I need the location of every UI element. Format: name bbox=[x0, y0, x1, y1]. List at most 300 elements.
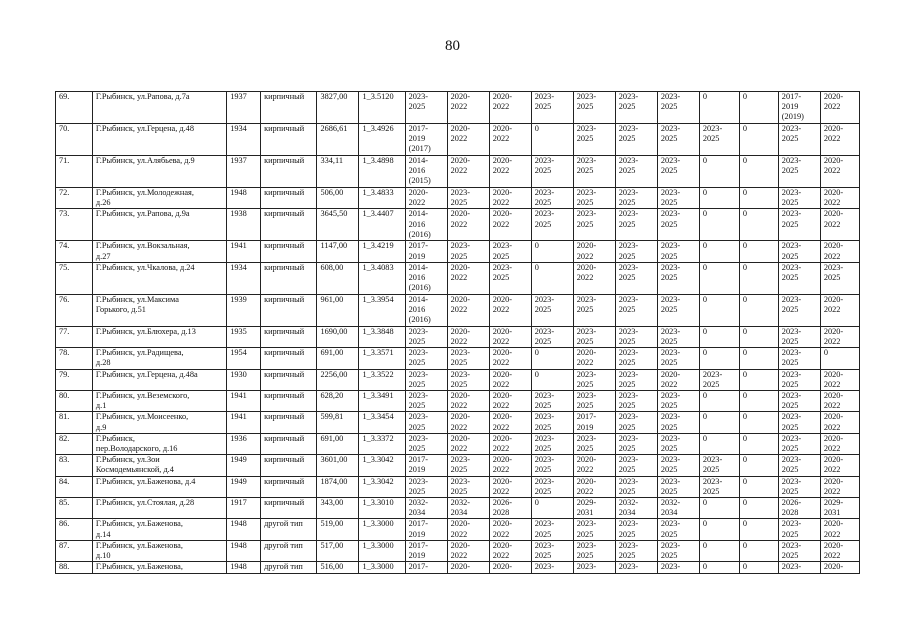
cell-work-period-3: 2026- 2028 bbox=[489, 498, 531, 519]
cell-work-period-9: 0 bbox=[739, 92, 778, 124]
cell-area: 961,00 bbox=[317, 294, 359, 326]
cell-work-period-9: 0 bbox=[739, 412, 778, 433]
cell-work-period-1: 2020- 2022 bbox=[405, 188, 447, 209]
cell-work-period-4: 2023- 2025 bbox=[531, 209, 573, 241]
cell-work-period-10: 2023- 2025 bbox=[778, 124, 820, 156]
cell-area: 2256,00 bbox=[317, 369, 359, 390]
cell-work-period-8: 2023- 2025 bbox=[699, 369, 739, 390]
cell-work-period-3: 2020- 2022 bbox=[489, 124, 531, 156]
cell-build-year: 1948 bbox=[227, 562, 261, 574]
cell-work-period-1: 2014- 2016 (2015) bbox=[405, 156, 447, 188]
cell-work-period-7: 2023- bbox=[657, 562, 699, 574]
cell-work-period-8: 2023- 2025 bbox=[699, 476, 739, 497]
cell-area: 1690,00 bbox=[317, 326, 359, 347]
cell-house-code: 1_3.3000 bbox=[359, 562, 405, 574]
table-row bbox=[56, 92, 860, 124]
cell-area: 608,00 bbox=[317, 262, 359, 294]
cell-work-period-7: 2023- 2025 bbox=[657, 519, 699, 540]
cell-wall-material: кирпичный bbox=[261, 294, 317, 326]
cell-work-period-9: 0 bbox=[739, 519, 778, 540]
cell-work-period-8: 0 bbox=[699, 241, 739, 262]
cell-work-period-6: 2023- bbox=[615, 562, 657, 574]
cell-house-code: 1_3.3848 bbox=[359, 326, 405, 347]
cell-address: Г.Рыбинск, ул.Моисеенко, д.9 bbox=[92, 412, 226, 433]
cell-work-period-9: 0 bbox=[739, 294, 778, 326]
cell-area: 691,00 bbox=[317, 433, 359, 454]
cell-work-period-5: 2023- 2025 bbox=[573, 391, 615, 412]
cell-work-period-1: 2023- 2025 bbox=[405, 412, 447, 433]
cell-area: 3827,00 bbox=[317, 92, 359, 124]
cell-row-number: 77. bbox=[56, 326, 93, 347]
cell-area: 628,20 bbox=[317, 391, 359, 412]
cell-work-period-1: 2014- 2016 (2016) bbox=[405, 262, 447, 294]
cell-row-number: 82. bbox=[56, 433, 93, 454]
cell-build-year: 1954 bbox=[227, 348, 261, 369]
cell-house-code: 1_3.4219 bbox=[359, 241, 405, 262]
cell-house-code: 1_3.3000 bbox=[359, 519, 405, 540]
cell-work-period-4: 2023- 2025 bbox=[531, 433, 573, 454]
table-row bbox=[56, 209, 860, 241]
cell-work-period-5: 2023- 2025 bbox=[573, 326, 615, 347]
cell-row-number: 76. bbox=[56, 294, 93, 326]
cell-work-period-10: 2017- 2019 (2019) bbox=[778, 92, 820, 124]
cell-address: Г.Рыбинск, ул.Молодежная, д.26 bbox=[92, 188, 226, 209]
table-row bbox=[56, 369, 860, 390]
cell-row-number: 83. bbox=[56, 455, 93, 476]
cell-work-period-9: 0 bbox=[739, 476, 778, 497]
cell-wall-material: кирпичный bbox=[261, 262, 317, 294]
cell-address: Г.Рыбинск, ул.Алябьева, д.9 bbox=[92, 156, 226, 188]
cell-work-period-6: 2023- 2025 bbox=[615, 326, 657, 347]
cell-work-period-6: 2023- 2025 bbox=[615, 156, 657, 188]
cell-work-period-7: 2023- 2025 bbox=[657, 209, 699, 241]
cell-work-period-3: 2020- 2022 bbox=[489, 455, 531, 476]
cell-build-year: 1941 bbox=[227, 241, 261, 262]
cell-work-period-8: 0 bbox=[699, 562, 739, 574]
cell-build-year: 1949 bbox=[227, 455, 261, 476]
cell-work-period-4: 2023- 2025 bbox=[531, 519, 573, 540]
cell-work-period-8: 0 bbox=[699, 498, 739, 519]
cell-build-year: 1949 bbox=[227, 476, 261, 497]
cell-work-period-11: 2020- 2022 bbox=[820, 476, 859, 497]
cell-work-period-8: 0 bbox=[699, 391, 739, 412]
cell-work-period-7: 2023- 2025 bbox=[657, 326, 699, 347]
cell-row-number: 71. bbox=[56, 156, 93, 188]
cell-work-period-1: 2017- 2019 (2017) bbox=[405, 124, 447, 156]
cell-work-period-6: 2023- 2025 bbox=[615, 92, 657, 124]
table-row bbox=[56, 241, 860, 262]
cell-work-period-9: 0 bbox=[739, 262, 778, 294]
cell-work-period-6: 2023- 2025 bbox=[615, 476, 657, 497]
cell-work-period-7: 2023- 2025 bbox=[657, 540, 699, 561]
table-row bbox=[56, 455, 860, 476]
table-row bbox=[56, 433, 860, 454]
cell-work-period-5: 2020- 2022 bbox=[573, 476, 615, 497]
cell-work-period-11: 2020- 2022 bbox=[820, 455, 859, 476]
cell-work-period-10: 2023- 2025 bbox=[778, 188, 820, 209]
cell-work-period-1: 2017- 2019 bbox=[405, 455, 447, 476]
cell-work-period-11: 2020- bbox=[820, 562, 859, 574]
cell-work-period-9: 0 bbox=[739, 540, 778, 561]
cell-work-period-9: 0 bbox=[739, 188, 778, 209]
cell-work-period-8: 0 bbox=[699, 156, 739, 188]
table-row bbox=[56, 476, 860, 497]
cell-row-number: 80. bbox=[56, 391, 93, 412]
cell-wall-material: кирпичный bbox=[261, 476, 317, 497]
cell-build-year: 1948 bbox=[227, 540, 261, 561]
table-row bbox=[56, 562, 860, 574]
cell-row-number: 78. bbox=[56, 348, 93, 369]
cell-work-period-10: 2023- 2025 bbox=[778, 391, 820, 412]
cell-work-period-8: 0 bbox=[699, 188, 739, 209]
cell-work-period-6: 2023- 2025 bbox=[615, 124, 657, 156]
cell-work-period-1: 2023- 2025 bbox=[405, 433, 447, 454]
table-row bbox=[56, 326, 860, 347]
cell-work-period-5: 2023- bbox=[573, 562, 615, 574]
cell-work-period-1: 2023- 2025 bbox=[405, 326, 447, 347]
cell-wall-material: кирпичный bbox=[261, 455, 317, 476]
cell-work-period-4: 0 bbox=[531, 369, 573, 390]
cell-work-period-2: 2020- 2022 bbox=[447, 262, 489, 294]
table-row bbox=[56, 540, 860, 561]
cell-work-period-5: 2023- 2025 bbox=[573, 519, 615, 540]
cell-work-period-1: 2014- 2016 (2016) bbox=[405, 294, 447, 326]
cell-work-period-11: 2020- 2022 bbox=[820, 433, 859, 454]
cell-row-number: 79. bbox=[56, 369, 93, 390]
cell-work-period-9: 0 bbox=[739, 455, 778, 476]
cell-work-period-5: 2023- 2025 bbox=[573, 124, 615, 156]
cell-work-period-2: 2020- 2022 bbox=[447, 124, 489, 156]
cell-work-period-3: 2020- 2022 bbox=[489, 391, 531, 412]
cell-work-period-11: 2020- 2022 bbox=[820, 519, 859, 540]
cell-work-period-4: 0 bbox=[531, 124, 573, 156]
cell-work-period-4: 2023- 2025 bbox=[531, 540, 573, 561]
cell-build-year: 1948 bbox=[227, 519, 261, 540]
cell-work-period-6: 2023- 2025 bbox=[615, 209, 657, 241]
cell-build-year: 1937 bbox=[227, 156, 261, 188]
cell-work-period-6: 2023- 2025 bbox=[615, 455, 657, 476]
cell-work-period-5: 2029- 2031 bbox=[573, 498, 615, 519]
cell-work-period-9: 0 bbox=[739, 348, 778, 369]
cell-work-period-3: 2020- 2022 bbox=[489, 412, 531, 433]
cell-row-number: 88. bbox=[56, 562, 93, 574]
cell-work-period-4: 2023- 2025 bbox=[531, 412, 573, 433]
cell-work-period-10: 2023- 2025 bbox=[778, 294, 820, 326]
cell-house-code: 1_3.4926 bbox=[359, 124, 405, 156]
cell-work-period-3: 2020- 2022 bbox=[489, 326, 531, 347]
cell-work-period-11: 0 bbox=[820, 348, 859, 369]
cell-build-year: 1938 bbox=[227, 209, 261, 241]
cell-house-code: 1_3.3571 bbox=[359, 348, 405, 369]
cell-address: Г.Рыбинск, ул.Баженова, д.14 bbox=[92, 519, 226, 540]
cell-address: Г.Рыбинск, ул.Баженова, bbox=[92, 562, 226, 574]
cell-work-period-8: 0 bbox=[699, 540, 739, 561]
table-row bbox=[56, 412, 860, 433]
cell-work-period-2: 2020- 2022 bbox=[447, 540, 489, 561]
cell-work-period-3: 2020- 2022 bbox=[489, 294, 531, 326]
cell-row-number: 70. bbox=[56, 124, 93, 156]
table-row bbox=[56, 391, 860, 412]
cell-work-period-3: 2020- 2022 bbox=[489, 92, 531, 124]
cell-work-period-7: 2023- 2025 bbox=[657, 188, 699, 209]
cell-row-number: 74. bbox=[56, 241, 93, 262]
cell-work-period-9: 0 bbox=[739, 156, 778, 188]
cell-work-period-1: 2017- 2019 bbox=[405, 241, 447, 262]
cell-work-period-9: 0 bbox=[739, 326, 778, 347]
cell-wall-material: другой тип bbox=[261, 562, 317, 574]
cell-work-period-2: 2023- 2025 bbox=[447, 241, 489, 262]
cell-work-period-6: 2023- 2025 bbox=[615, 412, 657, 433]
cell-wall-material: кирпичный bbox=[261, 498, 317, 519]
cell-work-period-2: 2023- 2025 bbox=[447, 476, 489, 497]
cell-house-code: 1_3.4407 bbox=[359, 209, 405, 241]
cell-area: 343,00 bbox=[317, 498, 359, 519]
cell-address: Г.Рыбинск, ул.Чкалова, д.24 bbox=[92, 262, 226, 294]
cell-address: Г.Рыбинск, ул.Герцена, д.48 bbox=[92, 124, 226, 156]
cell-work-period-9: 0 bbox=[739, 498, 778, 519]
cell-area: 2686,61 bbox=[317, 124, 359, 156]
cell-work-period-8: 2023- 2025 bbox=[699, 455, 739, 476]
cell-work-period-7: 2023- 2025 bbox=[657, 455, 699, 476]
table-row bbox=[56, 188, 860, 209]
cell-wall-material: кирпичный bbox=[261, 391, 317, 412]
cell-house-code: 1_3.3522 bbox=[359, 369, 405, 390]
cell-work-period-1: 2017- bbox=[405, 562, 447, 574]
cell-work-period-3: 2020- 2022 bbox=[489, 348, 531, 369]
cell-work-period-2: 2020- 2022 bbox=[447, 209, 489, 241]
cell-work-period-7: 2023- 2025 bbox=[657, 156, 699, 188]
cell-area: 599,81 bbox=[317, 412, 359, 433]
cell-work-period-5: 2023- 2025 bbox=[573, 433, 615, 454]
cell-work-period-11: 2020- 2022 bbox=[820, 540, 859, 561]
cell-work-period-4: 0 bbox=[531, 262, 573, 294]
cell-wall-material: другой тип bbox=[261, 540, 317, 561]
cell-work-period-11: 2020- 2022 bbox=[820, 188, 859, 209]
cell-work-period-5: 2023- 2025 bbox=[573, 369, 615, 390]
cell-work-period-3: 2020- 2022 bbox=[489, 209, 531, 241]
cell-work-period-7: 2023- 2025 bbox=[657, 241, 699, 262]
cell-house-code: 1_3.3954 bbox=[359, 294, 405, 326]
cell-house-code: 1_3.3010 bbox=[359, 498, 405, 519]
cell-work-period-10: 2023- 2025 bbox=[778, 209, 820, 241]
cell-work-period-1: 2017- 2019 bbox=[405, 540, 447, 561]
cell-address: Г.Рыбинск, ул.Герцена, д.48а bbox=[92, 369, 226, 390]
cell-work-period-1: 2023- 2025 bbox=[405, 476, 447, 497]
cell-row-number: 73. bbox=[56, 209, 93, 241]
cell-work-period-7: 2023- 2025 bbox=[657, 294, 699, 326]
cell-wall-material: кирпичный bbox=[261, 156, 317, 188]
cell-build-year: 1934 bbox=[227, 124, 261, 156]
cell-work-period-8: 0 bbox=[699, 92, 739, 124]
table-row bbox=[56, 294, 860, 326]
cell-work-period-4: 2023- 2025 bbox=[531, 391, 573, 412]
cell-build-year: 1930 bbox=[227, 369, 261, 390]
cell-work-period-4: 0 bbox=[531, 348, 573, 369]
cell-address: Г.Рыбинск, пер.Володарского, д.16 bbox=[92, 433, 226, 454]
cell-work-period-2: 2023- 2025 bbox=[447, 369, 489, 390]
cell-work-period-7: 2023- 2025 bbox=[657, 262, 699, 294]
cell-work-period-10: 2023- 2025 bbox=[778, 476, 820, 497]
cell-row-number: 72. bbox=[56, 188, 93, 209]
cell-work-period-3: 2020- 2022 bbox=[489, 476, 531, 497]
cell-build-year: 1934 bbox=[227, 262, 261, 294]
cell-work-period-11: 2020- 2022 bbox=[820, 92, 859, 124]
cell-work-period-6: 2023- 2025 bbox=[615, 348, 657, 369]
cell-work-period-10: 2023- 2025 bbox=[778, 348, 820, 369]
cell-work-period-9: 0 bbox=[739, 209, 778, 241]
cell-work-period-5: 2023- 2025 bbox=[573, 294, 615, 326]
cell-work-period-6: 2023- 2025 bbox=[615, 188, 657, 209]
cell-work-period-1: 2017- 2019 bbox=[405, 519, 447, 540]
cell-work-period-7: 2023- 2025 bbox=[657, 124, 699, 156]
cell-address: Г.Рыбинск, ул.Зои Космодемьянской, д.4 bbox=[92, 455, 226, 476]
cell-work-period-2: 2020- 2022 bbox=[447, 156, 489, 188]
cell-area: 517,00 bbox=[317, 540, 359, 561]
cell-work-period-2: 2020- 2022 bbox=[447, 433, 489, 454]
cell-work-period-3: 2020- 2022 bbox=[489, 519, 531, 540]
table-row bbox=[56, 124, 860, 156]
cell-build-year: 1917 bbox=[227, 498, 261, 519]
cell-work-period-11: 2020- 2022 bbox=[820, 294, 859, 326]
cell-work-period-6: 2023- 2025 bbox=[615, 391, 657, 412]
cell-house-code: 1_3.3042 bbox=[359, 476, 405, 497]
cell-work-period-2: 2020- 2022 bbox=[447, 294, 489, 326]
cell-work-period-8: 0 bbox=[699, 348, 739, 369]
cell-work-period-10: 2023- bbox=[778, 562, 820, 574]
cell-work-period-7: 2023- 2025 bbox=[657, 412, 699, 433]
cell-area: 519,00 bbox=[317, 519, 359, 540]
cell-work-period-2: 2023- 2025 bbox=[447, 348, 489, 369]
cell-address: Г.Рыбинск, ул.Баженова, д.10 bbox=[92, 540, 226, 561]
table-row bbox=[56, 156, 860, 188]
cell-work-period-3: 2020- 2022 bbox=[489, 433, 531, 454]
cell-work-period-4: 0 bbox=[531, 241, 573, 262]
cell-work-period-8: 0 bbox=[699, 326, 739, 347]
cell-work-period-1: 2032- 2034 bbox=[405, 498, 447, 519]
cell-work-period-8: 0 bbox=[699, 519, 739, 540]
cell-address: Г.Рыбинск, ул.Рапова, д.7а bbox=[92, 92, 226, 124]
cell-area: 1874,00 bbox=[317, 476, 359, 497]
cell-work-period-2: 2032- 2034 bbox=[447, 498, 489, 519]
cell-work-period-9: 0 bbox=[739, 433, 778, 454]
cell-area: 3601,00 bbox=[317, 455, 359, 476]
cell-work-period-9: 0 bbox=[739, 369, 778, 390]
cell-build-year: 1936 bbox=[227, 433, 261, 454]
cell-work-period-5: 2023- 2025 bbox=[573, 156, 615, 188]
cell-work-period-11: 2020- 2022 bbox=[820, 412, 859, 433]
cell-work-period-4: 2023- bbox=[531, 562, 573, 574]
cell-work-period-7: 2020- 2022 bbox=[657, 369, 699, 390]
cell-work-period-5: 2017- 2019 bbox=[573, 412, 615, 433]
cell-address: Г.Рыбинск, ул.Стоялая, д.28 bbox=[92, 498, 226, 519]
cell-work-period-5: 2023- 2025 bbox=[573, 540, 615, 561]
cell-work-period-11: 2020- 2022 bbox=[820, 156, 859, 188]
cell-work-period-7: 2023- 2025 bbox=[657, 391, 699, 412]
cell-work-period-7: 2023- 2025 bbox=[657, 433, 699, 454]
table-row bbox=[56, 519, 860, 540]
table-body bbox=[56, 92, 860, 574]
cell-row-number: 69. bbox=[56, 92, 93, 124]
cell-work-period-4: 2023- 2025 bbox=[531, 455, 573, 476]
table-row bbox=[56, 498, 860, 519]
cell-work-period-1: 2014- 2016 (2016) bbox=[405, 209, 447, 241]
cell-work-period-2: 2023- 2025 bbox=[447, 455, 489, 476]
cell-house-code: 1_3.4898 bbox=[359, 156, 405, 188]
cell-work-period-10: 2023- 2025 bbox=[778, 412, 820, 433]
cell-work-period-8: 0 bbox=[699, 433, 739, 454]
cell-work-period-3: 2020- 2022 bbox=[489, 188, 531, 209]
table-row bbox=[56, 348, 860, 369]
cell-wall-material: кирпичный bbox=[261, 188, 317, 209]
cell-work-period-11: 2020- 2022 bbox=[820, 369, 859, 390]
cell-work-period-8: 0 bbox=[699, 412, 739, 433]
cell-work-period-5: 2020- 2022 bbox=[573, 241, 615, 262]
cell-work-period-2: 2020- 2022 bbox=[447, 519, 489, 540]
cell-wall-material: другой тип bbox=[261, 519, 317, 540]
cell-work-period-6: 2023- 2025 bbox=[615, 369, 657, 390]
cell-address: Г.Рыбинск, ул.Вокзальная, д.27 bbox=[92, 241, 226, 262]
cell-work-period-2: 2020- 2022 bbox=[447, 391, 489, 412]
cell-work-period-8: 0 bbox=[699, 262, 739, 294]
cell-wall-material: кирпичный bbox=[261, 124, 317, 156]
cell-address: Г.Рыбинск, ул.Блюхера, д.13 bbox=[92, 326, 226, 347]
cell-work-period-10: 2023- 2025 bbox=[778, 156, 820, 188]
cell-work-period-2: 2020- bbox=[447, 562, 489, 574]
cell-wall-material: кирпичный bbox=[261, 433, 317, 454]
cell-work-period-5: 2020- 2022 bbox=[573, 262, 615, 294]
cell-work-period-6: 2023- 2025 bbox=[615, 294, 657, 326]
cell-build-year: 1941 bbox=[227, 391, 261, 412]
cell-work-period-8: 0 bbox=[699, 209, 739, 241]
cell-work-period-6: 2023- 2025 bbox=[615, 241, 657, 262]
cell-work-period-3: 2023- 2025 bbox=[489, 262, 531, 294]
cell-work-period-11: 2029- 2031 bbox=[820, 498, 859, 519]
cell-work-period-11: 2020- 2022 bbox=[820, 124, 859, 156]
cell-work-period-6: 2023- 2025 bbox=[615, 262, 657, 294]
cell-work-period-4: 2023- 2025 bbox=[531, 188, 573, 209]
cell-work-period-11: 2020- 2022 bbox=[820, 241, 859, 262]
cell-work-period-4: 0 bbox=[531, 498, 573, 519]
cell-work-period-9: 0 bbox=[739, 124, 778, 156]
cell-row-number: 81. bbox=[56, 412, 93, 433]
cell-work-period-10: 2023- 2025 bbox=[778, 540, 820, 561]
cell-work-period-10: 2023- 2025 bbox=[778, 369, 820, 390]
cell-work-period-7: 2023- 2025 bbox=[657, 476, 699, 497]
cell-work-period-8: 2023- 2025 bbox=[699, 124, 739, 156]
cell-row-number: 85. bbox=[56, 498, 93, 519]
cell-row-number: 87. bbox=[56, 540, 93, 561]
cell-work-period-3: 2020- bbox=[489, 562, 531, 574]
cell-work-period-2: 2023- 2025 bbox=[447, 188, 489, 209]
cell-work-period-1: 2023- 2025 bbox=[405, 348, 447, 369]
cell-work-period-7: 2023- 2025 bbox=[657, 92, 699, 124]
cell-work-period-8: 0 bbox=[699, 294, 739, 326]
cell-build-year: 1941 bbox=[227, 412, 261, 433]
cell-work-period-4: 2023- 2025 bbox=[531, 476, 573, 497]
cell-work-period-10: 2023- 2025 bbox=[778, 262, 820, 294]
cell-work-period-5: 2020- 2022 bbox=[573, 455, 615, 476]
cell-wall-material: кирпичный bbox=[261, 369, 317, 390]
cell-work-period-5: 2020- 2022 bbox=[573, 348, 615, 369]
cell-area: 691,00 bbox=[317, 348, 359, 369]
cell-address: Г.Рыбинск, ул.Баженова, д.4 bbox=[92, 476, 226, 497]
cell-house-code: 1_3.3454 bbox=[359, 412, 405, 433]
cell-build-year: 1935 bbox=[227, 326, 261, 347]
cell-wall-material: кирпичный bbox=[261, 209, 317, 241]
cell-area: 334,11 bbox=[317, 156, 359, 188]
cell-work-period-10: 2023- 2025 bbox=[778, 433, 820, 454]
cell-work-period-7: 2032- 2034 bbox=[657, 498, 699, 519]
